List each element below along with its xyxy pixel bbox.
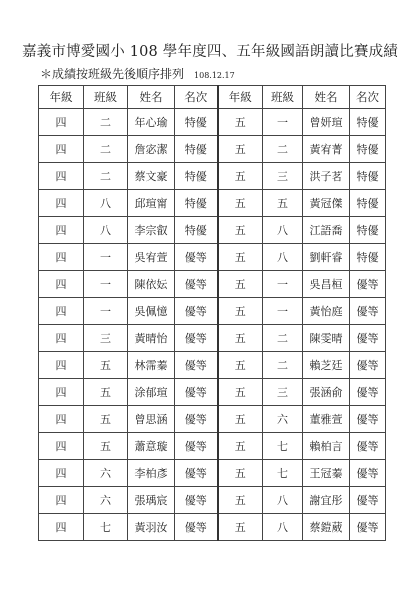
- right-name-cell: 王冠蓁: [303, 460, 350, 487]
- left-grade-cell: 四: [39, 244, 84, 271]
- right-rank-cell: 優等: [350, 406, 386, 433]
- right-name-cell: 蔡鎧葳: [303, 514, 350, 541]
- results-body: [39, 109, 386, 541]
- right-rank-cell: 特優: [350, 190, 386, 217]
- table-row: [39, 271, 386, 298]
- right-grade-cell: 五: [218, 190, 263, 217]
- left-class-cell: 五: [84, 379, 128, 406]
- right-rank-cell: 特優: [350, 136, 386, 163]
- left-name-cell: 曾思涵: [128, 406, 175, 433]
- left-class-cell: 一: [84, 298, 128, 325]
- left-grade-cell: 四: [39, 190, 84, 217]
- left-class-cell: 三: [84, 325, 128, 352]
- left-grade-cell: 四: [39, 136, 84, 163]
- table-row: [39, 136, 386, 163]
- table-row: [39, 514, 386, 541]
- left-class-cell: 一: [84, 271, 128, 298]
- right-grade-cell: 五: [218, 379, 263, 406]
- left-class-cell: 六: [84, 487, 128, 514]
- right-grade-cell: 五: [218, 352, 263, 379]
- left-class-cell: 五: [84, 406, 128, 433]
- header-left-grade: 年級: [39, 86, 84, 109]
- left-class-cell: 八: [84, 217, 128, 244]
- left-name-cell: 張瑀宸: [128, 487, 175, 514]
- left-name-cell: 涂郁瑄: [128, 379, 175, 406]
- table-row: [39, 163, 386, 190]
- results-table: [38, 85, 386, 541]
- left-grade-cell: 四: [39, 406, 84, 433]
- left-rank-cell: 特優: [175, 109, 218, 136]
- right-name-cell: 賴芝廷: [303, 352, 350, 379]
- right-grade-cell: 五: [218, 298, 263, 325]
- right-name-cell: 江語喬: [303, 217, 350, 244]
- right-rank-cell: 優等: [350, 487, 386, 514]
- left-grade-cell: 四: [39, 460, 84, 487]
- left-class-cell: 二: [84, 109, 128, 136]
- sort-note-text: ＊成績按班級先後順序排列: [40, 67, 185, 81]
- left-grade-cell: 四: [39, 298, 84, 325]
- right-rank-cell: 優等: [350, 352, 386, 379]
- right-class-cell: 三: [263, 163, 303, 190]
- header-left-rank: 名次: [175, 86, 218, 109]
- header-right-name: 姓名: [303, 86, 350, 109]
- left-name-cell: 李宗叡: [128, 217, 175, 244]
- right-grade-cell: 五: [218, 514, 263, 541]
- table-row: [39, 109, 386, 136]
- right-class-cell: 七: [263, 460, 303, 487]
- left-rank-cell: 優等: [175, 325, 218, 352]
- table-row: [39, 460, 386, 487]
- right-name-cell: 董雅萱: [303, 406, 350, 433]
- right-name-cell: 賴柏言: [303, 433, 350, 460]
- right-rank-cell: 優等: [350, 514, 386, 541]
- left-name-cell: 蕭意璇: [128, 433, 175, 460]
- right-class-cell: 一: [263, 271, 303, 298]
- right-class-cell: 六: [263, 406, 303, 433]
- left-class-cell: 五: [84, 352, 128, 379]
- table-row: [39, 406, 386, 433]
- table-row: [39, 217, 386, 244]
- left-class-cell: 五: [84, 433, 128, 460]
- left-class-cell: 二: [84, 163, 128, 190]
- left-grade-cell: 四: [39, 217, 84, 244]
- left-grade-cell: 四: [39, 163, 84, 190]
- right-class-cell: 三: [263, 379, 303, 406]
- left-rank-cell: 優等: [175, 244, 218, 271]
- table-row: [39, 244, 386, 271]
- left-grade-cell: 四: [39, 433, 84, 460]
- right-rank-cell: 優等: [350, 379, 386, 406]
- left-class-cell: 二: [84, 136, 128, 163]
- right-grade-cell: 五: [218, 460, 263, 487]
- right-class-cell: 八: [263, 514, 303, 541]
- right-name-cell: 黃怡庭: [303, 298, 350, 325]
- right-name-cell: 洪子茗: [303, 163, 350, 190]
- right-rank-cell: 優等: [350, 460, 386, 487]
- left-rank-cell: 特優: [175, 190, 218, 217]
- date-text: 108.12.17: [194, 71, 235, 80]
- header-left-class: 班級: [84, 86, 128, 109]
- right-name-cell: 吳昌桓: [303, 271, 350, 298]
- right-name-cell: 黃宥菁: [303, 136, 350, 163]
- left-grade-cell: 四: [39, 325, 84, 352]
- header-left-name: 姓名: [128, 86, 175, 109]
- page-title: 嘉義市博愛國小 108 學年度四、五年級國語朗讀比賽成績: [22, 44, 398, 60]
- left-name-cell: 詹宓潔: [128, 136, 175, 163]
- left-grade-cell: 四: [39, 271, 84, 298]
- right-grade-cell: 五: [218, 244, 263, 271]
- left-name-cell: 吳宥萱: [128, 244, 175, 271]
- table-row: [39, 325, 386, 352]
- right-rank-cell: 優等: [350, 298, 386, 325]
- header-right-grade: 年級: [218, 86, 263, 109]
- left-rank-cell: 優等: [175, 433, 218, 460]
- right-class-cell: 八: [263, 487, 303, 514]
- left-grade-cell: 四: [39, 352, 84, 379]
- right-class-cell: 一: [263, 109, 303, 136]
- header-row: [39, 86, 386, 109]
- left-grade-cell: 四: [39, 514, 84, 541]
- left-rank-cell: 特優: [175, 136, 218, 163]
- left-rank-cell: 優等: [175, 487, 218, 514]
- right-grade-cell: 五: [218, 406, 263, 433]
- left-class-cell: 七: [84, 514, 128, 541]
- right-grade-cell: 五: [218, 217, 263, 244]
- table-row: [39, 298, 386, 325]
- right-rank-cell: 特優: [350, 217, 386, 244]
- right-grade-cell: 五: [218, 271, 263, 298]
- table-row: [39, 379, 386, 406]
- right-class-cell: 五: [263, 190, 303, 217]
- right-name-cell: 劉軒睿: [303, 244, 350, 271]
- left-rank-cell: 特優: [175, 217, 218, 244]
- right-rank-cell: 特優: [350, 163, 386, 190]
- left-class-cell: 一: [84, 244, 128, 271]
- left-name-cell: 李柏彥: [128, 460, 175, 487]
- left-rank-cell: 特優: [175, 163, 218, 190]
- right-class-cell: 二: [263, 136, 303, 163]
- sort-note: [40, 65, 235, 82]
- left-name-cell: 黃晴怡: [128, 325, 175, 352]
- right-name-cell: 陳雯晴: [303, 325, 350, 352]
- left-name-cell: 吳佩憶: [128, 298, 175, 325]
- right-name-cell: 曾妍瑄: [303, 109, 350, 136]
- left-rank-cell: 優等: [175, 271, 218, 298]
- right-class-cell: 七: [263, 433, 303, 460]
- left-class-cell: 八: [84, 190, 128, 217]
- right-rank-cell: 特優: [350, 109, 386, 136]
- left-grade-cell: 四: [39, 109, 84, 136]
- right-rank-cell: 優等: [350, 271, 386, 298]
- header-right-rank: 名次: [350, 86, 386, 109]
- table-row: [39, 487, 386, 514]
- right-name-cell: 張涵俞: [303, 379, 350, 406]
- right-rank-cell: 優等: [350, 433, 386, 460]
- right-class-cell: 二: [263, 325, 303, 352]
- table-row: [39, 190, 386, 217]
- left-grade-cell: 四: [39, 487, 84, 514]
- table-row: [39, 352, 386, 379]
- left-rank-cell: 優等: [175, 298, 218, 325]
- left-rank-cell: 優等: [175, 406, 218, 433]
- left-name-cell: 黃羽汝: [128, 514, 175, 541]
- left-name-cell: 林霈蓁: [128, 352, 175, 379]
- right-name-cell: 謝宜彤: [303, 487, 350, 514]
- right-grade-cell: 五: [218, 487, 263, 514]
- left-grade-cell: 四: [39, 379, 84, 406]
- left-name-cell: 蔡文豪: [128, 163, 175, 190]
- right-grade-cell: 五: [218, 163, 263, 190]
- left-class-cell: 六: [84, 460, 128, 487]
- left-name-cell: 年心瑜: [128, 109, 175, 136]
- left-name-cell: 陳依妘: [128, 271, 175, 298]
- right-grade-cell: 五: [218, 136, 263, 163]
- right-name-cell: 黃冠傑: [303, 190, 350, 217]
- right-rank-cell: 特優: [350, 244, 386, 271]
- right-class-cell: 八: [263, 244, 303, 271]
- left-rank-cell: 優等: [175, 352, 218, 379]
- right-class-cell: 八: [263, 217, 303, 244]
- left-name-cell: 邱瑄甯: [128, 190, 175, 217]
- left-rank-cell: 優等: [175, 379, 218, 406]
- right-rank-cell: 優等: [350, 325, 386, 352]
- left-rank-cell: 優等: [175, 460, 218, 487]
- right-grade-cell: 五: [218, 109, 263, 136]
- table-row: [39, 433, 386, 460]
- left-rank-cell: 優等: [175, 514, 218, 541]
- right-grade-cell: 五: [218, 325, 263, 352]
- right-class-cell: 一: [263, 298, 303, 325]
- header-right-class: 班級: [263, 86, 303, 109]
- right-class-cell: 二: [263, 352, 303, 379]
- right-grade-cell: 五: [218, 433, 263, 460]
